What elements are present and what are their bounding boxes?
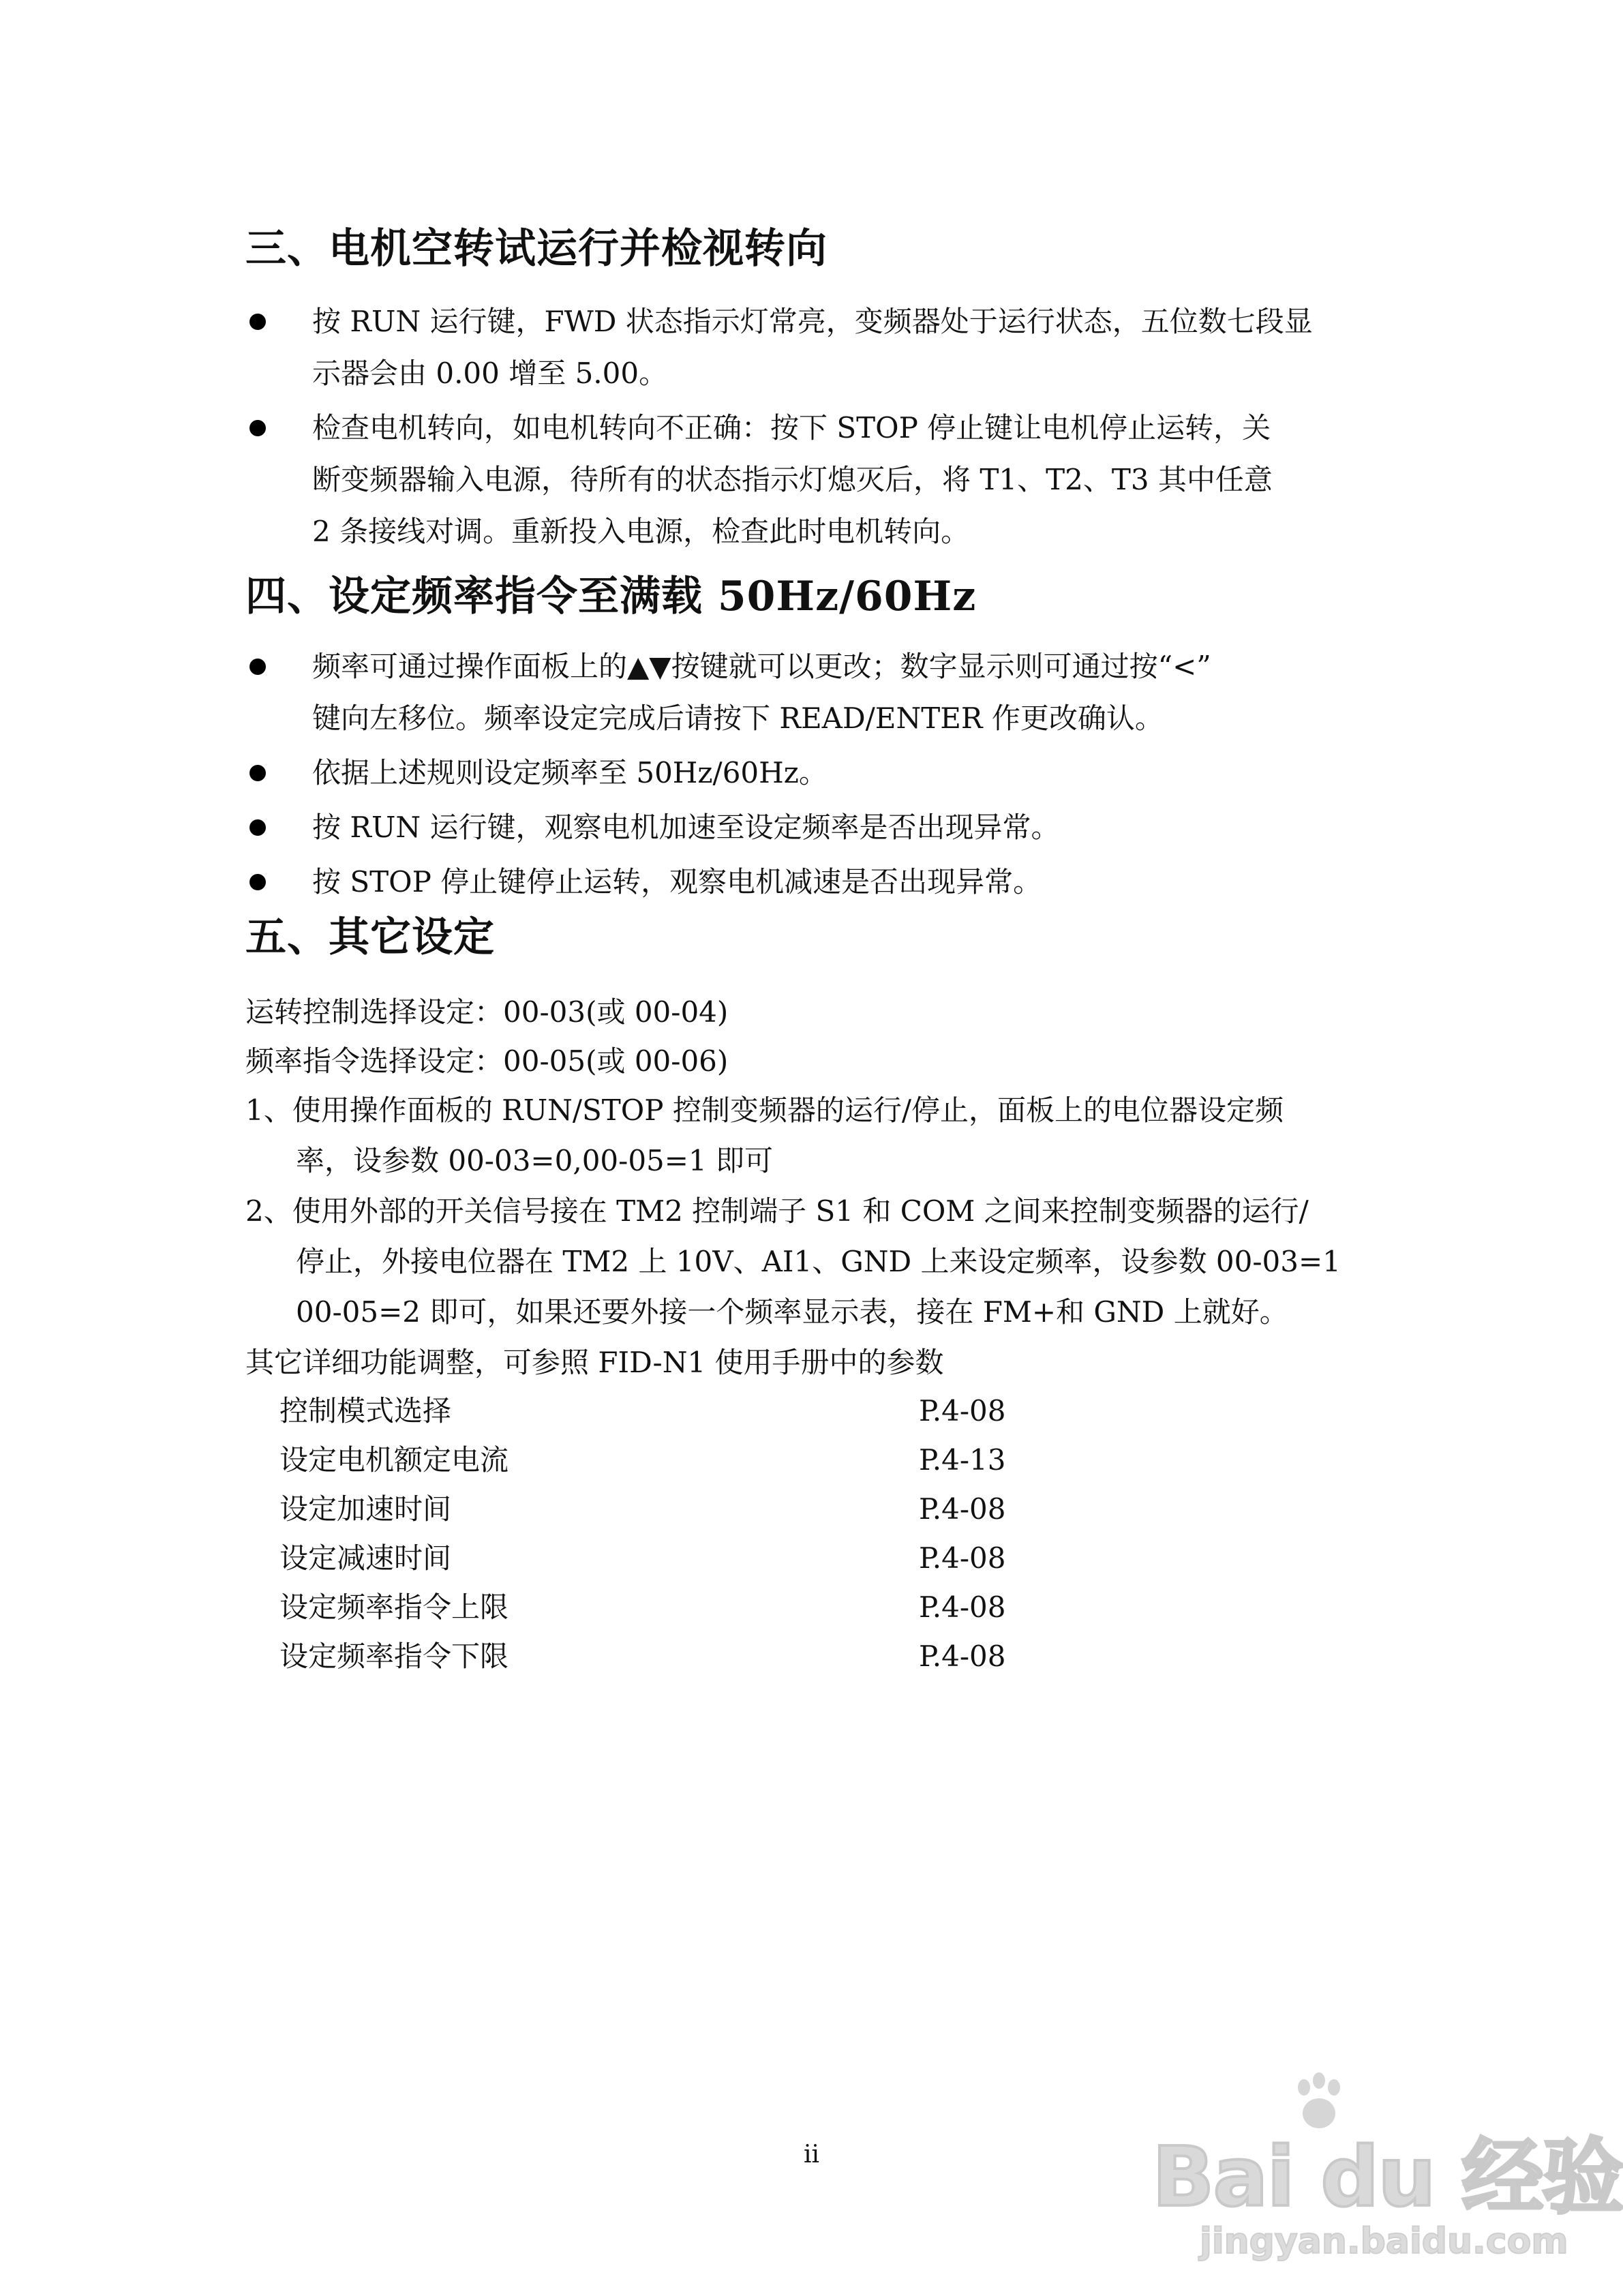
param-page-ref: P.4-08 [919,1590,1006,1624]
frequency-command-selection: 频率指令选择设定：00-05(或 00-06) [245,1044,729,1078]
list-item [245,296,1404,399]
param-row [279,1387,1097,1436]
list-item-text: 检查电机转向，如电机转向不正确：按下 STOP 停止键让电机停止运转，关 [312,411,1271,444]
bullet-icon [249,819,266,836]
list-item [245,802,1404,854]
list-item-text: 键向左移位。频率设定完成后请按下 READ/ENTER 作更改确认。 [312,701,1164,735]
section-4-heading: 四、设定频率指令至满载 50Hz/60Hz [245,573,977,620]
param-label: 设定电机额定电流 [279,1443,509,1477]
param-page-ref: P.4-08 [919,1640,1006,1673]
section-5-heading: 五、其它设定 [245,913,495,961]
numbered-item-text: 2、使用外部的开关信号接在 TM2 控制端子 S1 和 COM 之间来控制变频器的运行/ [245,1194,1309,1228]
operation-control-selection: 运转控制选择设定：00-03(或 00-04) [245,995,729,1029]
numbered-item-2 [245,1186,1404,1338]
param-page-ref: P.4-08 [919,1394,1006,1428]
param-row [279,1485,1097,1534]
bullet-icon [249,314,266,330]
param-page-ref: P.4-13 [919,1443,1006,1477]
param-row [279,1583,1097,1632]
numbered-item-text: 停止，外接电位器在 TM2 上 10V、AI1、GND 上来设定频率，设参数 00-03=1 [296,1245,1341,1278]
list-item-text: 2 条接线对调。重新投入电源，检查此时电机转向。 [312,515,970,548]
param-row [279,1534,1097,1583]
param-row [279,1632,1097,1681]
list-item [245,747,1404,799]
list-item [245,641,1404,744]
param-label: 控制模式选择 [279,1394,452,1428]
section-3-heading: 三、电机空转试运行并检视转向 [245,225,828,273]
list-item-text: 依据上述规则设定频率至 50Hz/60Hz。 [312,756,828,789]
bullet-icon [249,765,266,781]
baidu-jingyan-watermark [1152,2072,1623,2277]
list-item-text: 按 RUN 运行键，FWD 状态指示灯常亮，变频器处于运行状态，五位数七段显 [312,305,1313,338]
numbered-item-1 [245,1085,1404,1186]
section-4-bullet-list [245,641,1404,911]
param-label: 设定减速时间 [279,1541,452,1575]
reference-intro: 其它详细功能调整，可参照 FID-N1 使用手册中的参数 [245,1346,944,1379]
param-page-ref: P.4-08 [919,1541,1006,1575]
numbered-item-text: 率，设参数 00-03=0,00-05=1 即可 [296,1144,774,1177]
list-item-text: 按 STOP 停止键停止运转，观察电机减速是否出现异常。 [312,865,1042,898]
param-label: 设定频率指令下限 [279,1640,509,1673]
list-item-text: 频率可通过操作面板上的▲▼按键就可以更改；数字显示则可通过按“<” [312,650,1211,683]
parameter-reference-list [279,1387,1097,1681]
param-page-ref: P.4-08 [919,1492,1006,1526]
param-label: 设定频率指令上限 [279,1590,509,1624]
param-label: 设定加速时间 [279,1492,452,1526]
list-item-text: 按 RUN 运行键，观察电机加速至设定频率是否出现异常。 [312,811,1060,844]
list-item-text: 断变频器输入电源，待所有的状态指示灯熄灭后，将 T1、T2、T3 其中任意 [312,463,1273,496]
page-number: ii [803,2141,820,2169]
watermark-url: jingyan.baidu.com [1200,2221,1568,2262]
list-item [245,402,1404,558]
bullet-icon [249,420,266,436]
bullet-icon [249,659,266,675]
list-item [245,856,1404,908]
list-item-text: 示器会由 0.00 增至 5.00。 [312,357,668,390]
param-row [279,1436,1097,1485]
section-3-bullet-list [245,296,1404,560]
watermark-logo: Bai du 经验 [1152,2130,1623,2225]
numbered-item-text: 1、使用操作面板的 RUN/STOP 控制变频器的运行/停止，面板上的电位器设定频 [245,1093,1284,1127]
bullet-icon [249,874,266,890]
numbered-item-text: 00-05=2 即可，如果还要外接一个频率显示表，接在 FM+和 GND 上就好。 [296,1295,1288,1329]
